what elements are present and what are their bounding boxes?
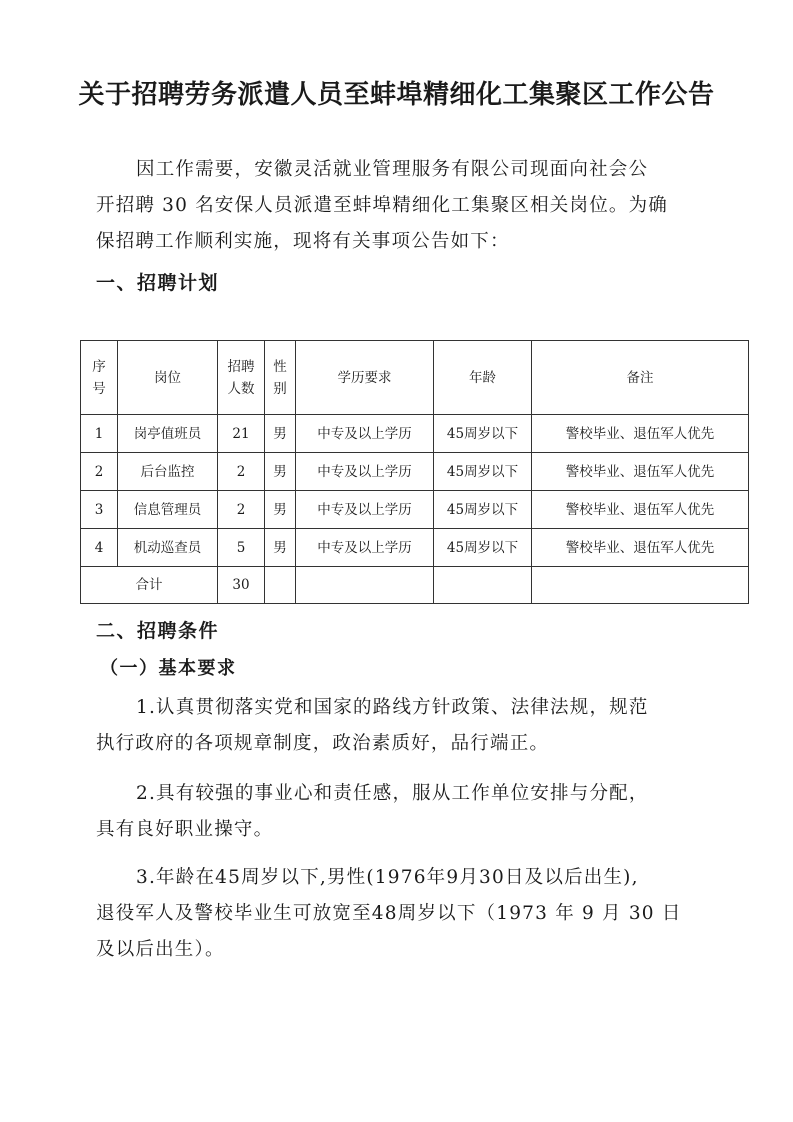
total-value: 30 [218,567,265,604]
cell-gender: 男 [265,415,296,453]
cell-remark: 警校毕业、退伍军人优先 [532,453,749,491]
cell-age: 45周岁以下 [434,491,532,529]
table-row [81,491,749,529]
cell-education: 中专及以上学历 [296,529,434,567]
cell-position: 岗亭值班员 [118,415,218,453]
intro-paragraph [96,152,696,260]
cell-remark: 警校毕业、退伍军人优先 [532,491,749,529]
item2-line-1: 2.具有较强的事业心和责任感，服从工作单位安排与分配， [136,783,649,804]
cell-remark: 警校毕业、退伍军人优先 [532,415,749,453]
total-empty-cell [434,567,532,604]
intro-line-1: 因工作需要，安徽灵活就业管理服务有限公司现面向社会公 [136,159,649,180]
item3-line-1: 3.年龄在45周岁以下,男性(1976年9月30日及以后出生), [136,867,639,888]
cell-remark: 警校毕业、退伍军人优先 [532,529,749,567]
item3-line-3: 及以后出生）。 [96,939,225,960]
item1-line-2: 执行政府的各项规章制度，政治素质好，品行端正。 [96,733,550,754]
cell-seq: 3 [81,491,118,529]
item1-line-1: 1.认真贯彻落实党和国家的路线方针政策、法律法规，规范 [136,697,649,718]
header-seq: 序 号 [81,341,118,415]
item2-line-2: 具有良好职业操守。 [96,819,274,840]
requirement-item-3 [96,860,696,968]
cell-gender: 男 [265,453,296,491]
table-row [81,529,749,567]
cell-gender: 男 [265,529,296,567]
section-heading-conditions: 二、招聘条件 [96,620,220,642]
intro-line-3: 保招聘工作顺利实施，现将有关事项公告如下： [96,231,510,252]
total-empty-cell [532,567,749,604]
page-title: 关于招聘劳务派遣人员至蚌埠精细化工集聚区工作公告 [78,80,715,110]
cell-seq: 4 [81,529,118,567]
cell-seq: 2 [81,453,118,491]
cell-education: 中专及以上学历 [296,453,434,491]
cell-count: 5 [218,529,265,567]
cell-gender: 男 [265,491,296,529]
subheading-basic-requirements: （一）基本要求 [100,658,237,679]
cell-education: 中专及以上学历 [296,415,434,453]
cell-position: 机动巡查员 [118,529,218,567]
cell-position: 后台监控 [118,453,218,491]
cell-age: 45周岁以下 [434,529,532,567]
section-heading-plan: 一、招聘计划 [96,272,220,294]
cell-seq: 1 [81,415,118,453]
table-row [81,415,749,453]
header-remark: 备注 [532,341,749,415]
cell-age: 45周岁以下 [434,453,532,491]
total-empty-cell [296,567,434,604]
header-count: 招聘 人数 [218,341,265,415]
requirement-item-1 [96,690,696,762]
cell-education: 中专及以上学历 [296,491,434,529]
cell-age: 45周岁以下 [434,415,532,453]
header-age: 年龄 [434,341,532,415]
cell-position: 信息管理员 [118,491,218,529]
recruitment-plan-table [80,340,749,604]
item3-line-2: 退役军人及警校毕业生可放宽至48周岁以下（1973 年 9 月 30 日 [96,903,682,924]
header-education: 学历要求 [296,341,434,415]
requirement-item-2 [96,776,696,848]
cell-count: 2 [218,453,265,491]
header-gender: 性 别 [265,341,296,415]
total-label: 合计 [81,567,218,604]
cell-count: 2 [218,491,265,529]
table-total-row [81,567,749,604]
table-header-row [81,341,749,415]
table-row [81,453,749,491]
intro-line-2: 开招聘 30 名安保人员派遣至蚌埠精细化工集聚区相关岗位。为确 [96,195,669,216]
cell-count: 21 [218,415,265,453]
header-position: 岗位 [118,341,218,415]
total-empty-cell [265,567,296,604]
